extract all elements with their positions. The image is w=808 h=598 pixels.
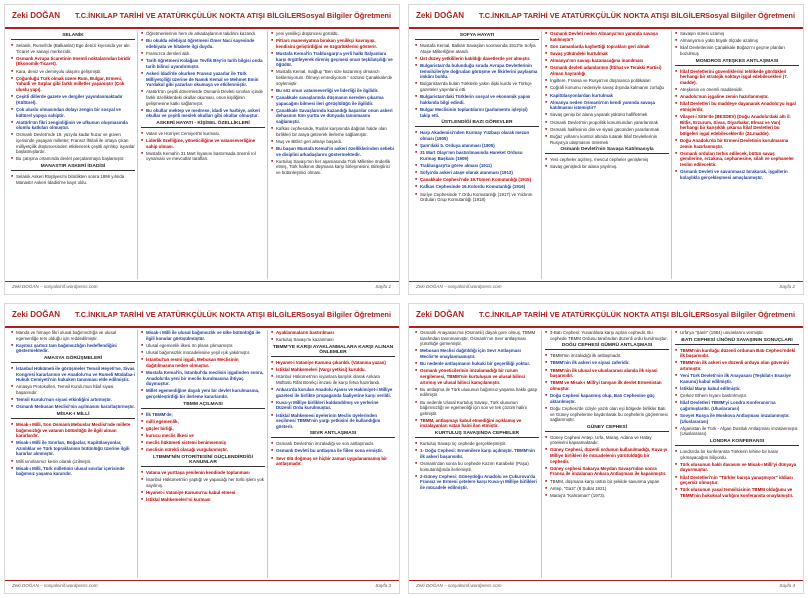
bullet-item: ■ Anadolu'nun işgaline zemin hazırlanmıştır. <box>675 94 799 100</box>
section-heading: MANASTIR ASKERİ İDADİSİ <box>11 164 135 171</box>
section-heading: MONDROS ATEŞKES ANTLAŞMASI <box>675 59 799 66</box>
footer-site: Zeki DOĞAN – sosyalsinif.wordpress.com <box>416 583 502 588</box>
bullet-item: ■ Bulgaristan'daki Türklerin sosyal ve ekonomik yapısı hakkında bilgi edindi. <box>415 94 539 105</box>
bullet-item: ■ Pitrarc maneviyatına bırakan yenilikçi kavrayışı, kendisini geliştirdiğini ve özgürlüklerini gösterir. <box>271 38 395 49</box>
bullet-item: ■ TBMM'nin ilk askeri ve siyasi zaferidir. <box>545 360 669 366</box>
document-page-2 <box>408 4 804 295</box>
text-column <box>11 330 135 580</box>
text-column <box>415 330 539 580</box>
document-page-1 <box>4 4 400 295</box>
column-divider <box>137 330 138 578</box>
section-heading: LONDRA KONFERANSI <box>675 439 799 446</box>
text-column <box>141 330 265 580</box>
bullet-item: ■ Şam'daki 5. Orduya atanması (1905) <box>415 143 539 149</box>
bullet-item: ■ Çerkez Ethem İsyanı bastırılmıştır. <box>675 393 799 399</box>
section-heading: ASKERİ HAYATI - KİŞİSEL ÖZELLİKLERİ <box>141 121 265 128</box>
bullet-item: ■ Osmanlı devleti adamlarının (İttihat ve Terakki Partisi) Alman hayranlığı <box>545 65 669 76</box>
column-divider <box>671 31 672 279</box>
page-footer <box>409 580 803 593</box>
document-title: T.C.İNKILAP TARİHİ VE ATATÜRKÇÜLÜK NOKTA ATIŞI BİLGİLER <box>75 310 302 319</box>
bullet-item: ■ TBMM'nin imzaladığı ilk antlaşmadır. <box>545 353 669 359</box>
page-number: Sayfa 4 <box>779 583 795 588</box>
document-page-4 <box>408 303 804 594</box>
bullet-item: ■ İtilaf Devletlerinin Çanakkale Boğazı'nı geçme planları bozulmuş <box>675 45 799 56</box>
bullet-item: ■ Osmanlı Anayasası'na (Osmanlı) dayalı gore olmuş, TBMM tarafından tanınmamıştır. Osmanlı'nın Sevr antlaşması yürürlüğe girmemiştir. <box>415 330 539 347</box>
document-page-3 <box>4 303 400 594</box>
author-name: Zeki DOĞAN <box>416 11 465 20</box>
bullet-item: ■ Bulgaristan'da bulunduğu sırada Avrupa Devletlerinin temsilcileriyle doğrudan görüşme ve fikirlerini paylaşma imkânı buldu. <box>415 63 539 80</box>
bullet-item: ■ Urfa'ya "Şanlı" (1984) unvanlarını vermiştir. <box>675 330 799 336</box>
bullet-item: ■ Bu nedenle antlaşmanın hukuki bir geçerliliği yoktur. <box>415 361 539 367</box>
bullet-item: ■ Sovyet Rusya ile Moskova Antlaşması imzalanmıştır. (Uluslararası) <box>675 413 799 424</box>
bullet-item: ■ İstanbul'un resmi işgali, Mebusan Meclisinin dağıtılmasına neden olmuştur. <box>141 357 265 368</box>
section-heading: SELANİK <box>11 33 135 40</box>
bullet-item: ■ 2-Güney Cephesi: Güneydoğu Anadolu ve Çukurova'da Fransız ve Ermeni çetelere karşı Kuva-yı Milliye birlikleri ile mücadele edilmiştir. <box>415 474 539 491</box>
page-footer <box>5 580 399 593</box>
bullet-item: ■ Güney cephesi Sakarya Meydan Savaşı'ndan sonra Fransa ile imzalanan Ankara Antlaşması ile kapanmıştır. <box>545 466 669 477</box>
bullet-item: ■ Bu okulda edebiyat öğretmeni Ömer Naci sayesinde edebiyata ve hitabete ilgi duydu. <box>141 38 265 49</box>
section-heading: DOĞU CEPHESİ GÜMRÜ ANTLAŞMASI <box>545 343 669 350</box>
bullet-item: ■ Osmanlı Mebusan Meclisi'nin açılmasını kararlaştırmıştır. <box>11 404 135 410</box>
bullet-item: ■ Kapitülasyonlardan kurtulmak <box>545 93 669 99</box>
bullet-item: ■ Ayaklanmaların bastırılması <box>271 330 395 336</box>
page-number: Sayfa 1 <box>375 284 391 289</box>
bullet-item: ■ Üst düzey yetkililerin katıldığı davetlerde yer almıştır. <box>415 56 539 62</box>
text-column <box>675 330 799 580</box>
bullet-item: ■ İstanbul Hükümeti'nin yaptığı ve yapacağı her türlü işlem yok sayılmış. <box>141 477 265 488</box>
page-header <box>5 304 399 328</box>
bullet-item: ■ Kurtuluş Savaşı üç cephede gerçekleşmiştir. <box>415 441 539 447</box>
document-title: T.C.İNKILAP TARİHİ VE ATATÜRKÇÜLÜK NOKTA ATIŞI BİLGİLER <box>479 310 706 319</box>
bullet-item: ■ Bu söz onun vatanseverliği ve liderliği ile ilgilidir. <box>271 88 395 94</box>
subject-label: Sosyal Bilgiler Öğretmeni <box>301 11 391 20</box>
bullet-item: ■ Savaş yükündeki kurtulmak <box>545 51 669 57</box>
page-header <box>409 304 803 328</box>
bullet-item: ■ Hıyanet-i Vataniye Kanunu'nu kabul etmesi <box>141 490 265 496</box>
bullet-item: ■ Osmanlı Devleti bu antlaşma ile fiilen sona ermiştir. <box>271 448 395 454</box>
bullet-item: ■ Son zamanlarda kaybettiği toprakları geri almak <box>545 44 669 50</box>
bullet-item: ■ İstanbul Hükümeti ile görüşmeler Temsil Heyeti'ne, Sivas Kongresi kararlarının ve Anadolu'nu ve Rumeli Müdafaa-i Hukuk Cemiyeti'nin hukuken tanınması elde edilmiştir. <box>11 366 135 383</box>
bullet-item: ■ Kurtuluş Savaşı'nın her aşamasında Türk Milletine önderlik etmiş, Türk halkının düşmana karşı birleşmesini, Birleştirici ve bütünleştirici olması. <box>271 159 395 176</box>
text-column <box>545 330 669 580</box>
bullet-item: ■ Misak-ı Milli ile Sınırları, Boğazlar, Kapitülasyonlar, Azınlıklar ve Türk topraklarının bütünlüğü üzerine ilgili kararlar alınmıştır. <box>11 440 135 457</box>
bullet-item: ■ Atatürk'ün çeşitli dönemlerde Osmanlı Devleti sınırları içinde farklı özelliklerdeki okullar okuması, onun kişiliğinin gelişmesine katkı sağlamıştır. <box>141 89 265 106</box>
author-name: Zeki DOĞAN <box>416 310 465 319</box>
bullet-item: ■ güçler birliği, <box>141 426 265 432</box>
column-divider <box>541 330 542 578</box>
bullet-item: ■ Çanakkale Cephesi'nde 19.Tümen Komutanlığı (1915) <box>415 177 539 183</box>
bullet-item: ■ İstanbul Hükümeti'nin isyanlara karşılık olarak Ankara Müftüsü Rifat Börekçi imzası ile karşı fetva hazırlandı. <box>271 374 395 385</box>
bullet-item: ■ Bu antlaşma ile Türk ulusunun bağımsız yaşama hakkı gasp edilmiştir. <box>415 387 539 398</box>
bullet-item: ■ Osmanlı Devleti'nin jeopolitik konumundan yararlanmak <box>545 120 669 126</box>
section-heading: SOFYA HAYATI <box>415 33 539 40</box>
bullet-item: ■ Antep, "Gazi" (8 Şubat 1921) <box>545 486 669 492</box>
text-column <box>271 330 395 580</box>
bullet-item: ■ İngiltere, Fransa ve Rusya'nın düşmanca politikaları <box>545 78 669 84</box>
bullet-item: ■ Mustafa Kemal'in 31 Mart İsyanını bastırmada önemli rol oynaması ve mevcutlar tarafları. <box>141 151 265 162</box>
bullet-item: ■ Çoğunluğu Türk olmak üzere Rum, Bulgar, Ermeni, Yahudi ve Sırplar gibi farklı milletler yaşamıştır (Çok uluslu yapı). <box>11 76 135 93</box>
section-heading: Osmanlı Devleti'nin Savaşa Katılmasıyla <box>545 147 669 154</box>
bullet-item: ■ Ankara'da kurulan Anadolu Ajansı ve Hakimiyet-i Milliye gazetesi ile birlikte propaganda faaliyetine karşı verildi. <box>271 387 395 398</box>
column-divider <box>541 31 542 279</box>
section-heading: TBMM AÇILMASI <box>141 402 265 409</box>
bullet-item: ■ Kuva-yı Milliye birlikleri kuldandılmış ve yerlerine Düzenli Ordu kurulmuştur. <box>271 400 395 411</box>
bullet-item: ■ Atatürk'ün fikri zenginliğinin ve ufkunun oluşmasında olumlu katkıları olmuştur. <box>11 120 135 131</box>
column-divider <box>671 330 672 578</box>
section-heading: TBMM'YE KARŞI AYAKLANMALARA KARŞI ALINAN ÖNLEMLER <box>272 344 394 355</box>
bullet-item: ■ yeni yenilikçi düşüncesi görüldü. <box>271 31 395 37</box>
bullet-item: ■ Bu nedenle Ulusal Kurtuluş Savaşı, Türk ulusunun bağımsızlığı ve egemenliği için son ve tek çözüm halini gelmiştir. <box>415 400 539 417</box>
page-header <box>5 5 399 29</box>
bullet-item: ■ Suriye Cephesinde 7.Ordu Komutanlığı (1917) ve Yıldırım Orduları Grup Komutanlığı (1918) <box>415 192 539 203</box>
bullet-item: ■ Misak-ı Milli, Türk milletinin ulusal sınırlar içerisinde bağımsız yaşama kararıdır. <box>11 466 135 477</box>
bullet-item: ■ milli egemenlik, <box>141 419 265 425</box>
bullet-item: ■ Hıyanet-i Vataniye Kanunu çıkarıldı. (Vatanına yazan) <box>271 360 395 366</box>
footer-site: Zeki DOĞAN – sosyalsinif.wordpress.com <box>12 284 98 289</box>
bullet-item: ■ Bu başarı Mustafa Kemal'in askeri özelliklerinden sebebi ve disiplini arkadaşlarını göstermektedir. <box>271 146 395 157</box>
bullet-item: ■ Ateşkesin en önemli maddesidir. <box>675 87 799 93</box>
bullet-item: ■ Fransızca dersleri aldı. <box>141 51 265 57</box>
bullet-item: ■ TBMM ve Misak-ı Milli'yi tanıyan ilk devlet Ermenistan olmuştur. <box>545 380 669 391</box>
bullet-item: ■ Doğu Anadolu'da bir Ermeni Devletinin kurulmasına zemin hazırlanmıştır. <box>675 138 799 149</box>
section-heading: ÜSTLENDİĞİ BAZI GÖREVLER <box>415 120 539 127</box>
section-heading: AMASYA GÖRÜŞMELERİ <box>11 356 135 363</box>
bullet-item: ■ Kayıtsız şartsız tam bağımsızlığın hedeflendiğini göstermektedir. <box>11 343 135 354</box>
bullet-item: ■ TBMM'nin ilk ulusal ve uluslararası alanda ilk siyasi başarısıdır. <box>545 368 669 379</box>
bullet-item: ■ Almanya'nın savaşı kazanacağına inanılması <box>545 58 669 64</box>
author-name: Zeki DOĞAN <box>12 310 61 319</box>
bullet-item: ■ kurucu meclis ilkesi ve <box>141 433 265 439</box>
bullet-item: ■ Mustafa Kemal'in, İstanbul'da meclisin işgalinden sonra, Anadolu'da yeni bir meclis kurulmasına ihtiyaç duymuştur. <box>141 370 265 387</box>
bullet-item: ■ Osmanlı Devleti'nin imzaladığı ve son antlaşmadır. <box>271 441 395 447</box>
bullet-item: ■ Selanik Askeri Rüştiyesi'ni bitirdikten sonra 1896 yılında Manastır Askeri İdadisi'ne kayıt oldu. <box>11 174 135 185</box>
bullet-item: ■ Bulgaristan'da bulan Türklerle yakın ilişki kurdu ve Türkçe gazeteler yayınlanı̇ı̇ etti. <box>415 81 539 92</box>
bullet-item: ■ Millet egemenliğine dayalı yeni bir devlet kurulmasına, gerçekleştirdiği bir ilerleme kararlarıdır. <box>141 388 265 399</box>
bullet-item: ■ meclis hükümeti sistemi benimsenmiş <box>141 440 265 446</box>
page-header <box>409 5 803 29</box>
bullet-item: ■ Mustafa Kemal'in Trablusgarp'a yerli halkı İtalyanlara karşı örgütleyerek direniş geçmesi onun teşkilatçılığı ve öğüdür. <box>271 51 395 68</box>
bullet-item: ■ Bulgar Meclisinin toplantılarını (parlamento işleyişi) takip etti. <box>415 107 539 118</box>
bullet-item: ■ Doğu Cephesi'de ciziyle yazılı olan eşi bölgede birlikler Batı ve Güney cephelerine kaydırılarak bu cephelerin güçlenmesi sağlanmıştır. <box>545 406 669 423</box>
text-column <box>271 31 395 281</box>
bullet-item: ■ Sofya'da askeri ataşe olarak atanması (1913) <box>415 170 539 176</box>
page-footer <box>5 281 399 294</box>
bullet-item: ■ TBMM, antlaşmayı kabul etmediğini açıklamış ve imzalayanları vatan haini ilan etmiştir. <box>415 418 539 429</box>
bullet-item: ■ Selanik, Rumeli'de (Balkanlar) Ege denizi kıyısında yer alır. Ticaret ve sanayi merkezidir. <box>11 43 135 54</box>
bullet-item: ■ Ulusal egemenlik ilkesi ön plana çıkmamıştır. <box>141 343 265 349</box>
section-heading: GÜNEY CEPHESİ <box>545 425 669 432</box>
column-divider <box>267 31 268 279</box>
bullet-item: ■ Vatana ve yurttaşa yenilenin kendinde toplanması <box>141 470 265 476</box>
page-number: Sayfa 2 <box>779 284 795 289</box>
bullet-item: ■ Milli sınırlarımız kesin olarak çizilmiştir. <box>11 459 135 465</box>
bullet-item: ■ Vilayet-i Sitte'de (BESDEV) (Doğu Anadolu'daki altı il: Bitlis, Erzurum, Sivas, Diyarbakır, Elmaz ve Van) herhangi bir karışıklık çıkarsa İtilaf Devletleri bu bölgeleri işgal edebileceklerdir (24.madde). <box>675 114 799 136</box>
text-column <box>141 31 265 281</box>
bullet-item: ■ Kurtuluş Savaşı'nı kazanması <box>271 337 395 343</box>
bullet-item: ■ 3-Batı Cephesi: Yunanlılara karşı açılan cephedir. Bu cephede TBMM Ordusu tarafından düzenli ordu kurulmuştur. <box>545 330 669 341</box>
bullet-item: ■ Sevr ölü doğmuş ve hiçbir zaman uygulanamamış bir antlaşmadır. <box>271 456 395 467</box>
bullet-item: ■ Ulusal bağımsızlık mücadelesine yeşil ışık yakılmıştır. <box>141 350 265 356</box>
bullet-item: ■ Misak-ı Milli ile ulusal bağımsızlık ve ülke bütünlüğü ile ilgili konular görüşülmüştür. <box>141 330 265 341</box>
bullet-item: ■ Kara, deniz ve demiryolu ulaşımı gelişmiştir. <box>11 69 135 75</box>
bullet-item: ■ Öğretmenlerinin hem de arkadaşlarının takdirini kazandı. <box>141 31 265 37</box>
page-footer <box>409 281 803 294</box>
bullet-item: ■ İstiklal Marşı kabul edilmiştir. <box>675 386 799 392</box>
bullet-item: ■ Doğu Cephesi kapanmış olup, Batı Cephesine güç aktarılmıştır. <box>545 393 669 404</box>
bullet-item: ■ Liderlik özelliğine, yöneticiliğine ve vatanseverliğine sahip olması. <box>141 138 265 149</box>
bullet-item: ■ TBMM'nin ilk askeri ve düzenli orduyu olan güvenini artırmıştır. <box>675 360 799 371</box>
bullet-item: ■ Misak-ı Milli, Son Osmanlı Mebuslar Meclisi'nde millete bağımsızlığı ve vatanın bütünlüğü ile ilgili alınan kararlardır. <box>11 422 135 439</box>
bullet-item: ■ İstiklal Mahkemesi üyelerinin Meclis üyelerinden seçilmesi TBMM'nin yargı yetkisini de kullandığını gösterir. <box>271 413 395 430</box>
bullet-item: ■ Çeşitli dillerde gazete ve dergiler yayımlanmaktadır (Kültürel). <box>11 94 135 105</box>
bullet-item: ■ Temsil Kurulu'nun siyasi etkinliğini artırmıştır. <box>11 397 135 403</box>
section-heading: BATI CEPHESİ I.İNÖNÜ SAVAŞININ SONUÇLARI <box>675 338 799 345</box>
section-heading: KURTULUŞ SAVAŞINDA CEPHELER <box>415 431 539 438</box>
bullet-item: ■ Trablusgarp'ta görev alması (1911) <box>415 163 539 169</box>
bullet-item: ■ Amasya Protokolleri, Temsil Kurulu'nun İtilaf siyasi başarısıdır. <box>11 384 135 395</box>
bullet-item: ■ Bu çatışma ortamında devlet parçalanmaya başlamıştır. <box>11 156 135 162</box>
bullet-item: ■ Osmanlı Devleti'nde 19. yüzyıla kadar huzur ve güven içerisinde yaşayan milletler, Fransız İhtilali ile ortaya çıkan milliyetçilik düşüncesinden etkilenerek çeşitli ayrılıkçı isyanlar başlatmışlardır. <box>11 132 135 154</box>
bullet-item: ■ Türk ulusunun haklı davasını ve Misak-ı Milli'yi dünyaya duyurmuştur. <box>675 462 799 473</box>
bullet-item: ■ Tarih öğretmeni Kolağası Tevfik Bey'in tarih bilgisi onda tarih bilinci uyandırmıştır. <box>141 58 265 69</box>
text-column <box>545 31 669 281</box>
bullet-item: ■ İlk TBMM'de; <box>141 412 265 418</box>
bullet-item: ■ Vatan ve Hürriyet Cemiyeti'ni kurması. <box>141 131 265 137</box>
bullet-item: ■ Savaş genişledi bir alana yayılmış. <box>545 164 669 170</box>
page-number: Sayfa 3 <box>375 583 391 588</box>
bullet-item: ■ TBMM, düşmana karşı üstün bir şekilde savunma yapan <box>545 479 669 485</box>
document-title: T.C.İNKILAP TARİHİ VE ATATÜRKÇÜLÜK NOKTA ATIŞI BİLGİLER <box>75 11 302 20</box>
bullet-item: ■ Yeni cepheler açılmış, mevcut cepheler genişlemiş <box>545 157 669 163</box>
bullet-item: ■ İtilaf Devletleri'nin "Türkler barışa yanaşmıyor" iddiası geçersiz olmuştur. <box>675 475 799 486</box>
bullet-item: ■ Mustafa Kemal, Balkan Savaşları sonrasında 1913'te Sofya Ataşe Militerliğine atandı. <box>415 43 539 54</box>
bullet-item: ■ Osmanlı halifesinin dini ve siyasi gücünden yararlanmak <box>545 127 669 133</box>
footer-site: Zeki DOĞAN – sosyalsinif.wordpress.com <box>12 583 98 588</box>
subject-label: Sosyal Bilgiler Öğretmeni <box>705 11 795 20</box>
subject-label: Sosyal Bilgiler Öğretmeni <box>705 310 795 319</box>
author-name: Zeki DOĞAN <box>12 11 61 20</box>
bullet-item: ■ Coğrafi konumu nedeniyle savaş dışında kalmanın zorluğu <box>545 85 669 91</box>
bullet-item: ■ 1- Doğu Cephesi: Ermenilere karşı açılmıştır. TBMM'nin ilk askeri başarısıdır. <box>415 448 539 459</box>
bullet-item: ■ İtilaf Devletlerini güvenliklerini tehlikede gördükleri herhangi bir stratejik noktayı işgal edebilecekleri (7. madde). <box>675 69 799 86</box>
document-title: T.C.İNKILAP TARİHİ VE ATATÜRKÇÜLÜK NOKTA ATIŞI BİLGİLER <box>479 11 706 20</box>
section-heading: SEVR ANTLAŞMASI <box>271 431 395 438</box>
section-heading: MİSAK-I MİLLİ <box>11 412 135 419</box>
bullet-item: ■ 31 Mart Olayı'nın bastırılmasında Hareket Ordusu Kurmay Başkanı (1909) <box>415 150 539 161</box>
bullet-item: ■ Askeri İdadi'de okurken Fransız yazarlar ile Türk Milliyetçiliği üzerine de Namık Kemal ve Mehmet Emin Yurdakul gibi yazarları okumaya ve etkilenmiştir. <box>141 71 265 88</box>
bullet-item: ■ Muş ve Bitlis'i geri almayı başardı. <box>271 139 395 145</box>
column-divider <box>137 31 138 279</box>
bullet-item: ■ Mebusan Meclisi dağıtıldığı için Sevr Antlaşması Meclis'te onaylanmamıştır. <box>415 348 539 359</box>
bullet-item: ■ Güney Cephesi Antep, Urfa, Maraş, Adana ve Hatay yörelerini kapsamaktadır. <box>545 435 669 446</box>
bullet-item: ■ İstiklal Mahkemeleri (Vargı yetkisi) kuruldu. <box>271 367 395 373</box>
bullet-item: ■ İstiklal Mahkemeleri'ni kurması <box>141 497 265 503</box>
subject-label: Sosyal Bilgiler Öğretmeni <box>301 310 391 319</box>
text-column <box>675 31 799 281</box>
bullet-item: ■ Çanakkale Savaşlarında kazandığı başarılar onun askeri dehasının tüm yurtta ve dünyada tanınmasını sağlamıştır. <box>271 108 395 125</box>
bullet-item: ■ Osmanlı Avrupa ticaretinin önemli noktalarından biridir (Ekonomik-Ticaret). <box>11 56 135 67</box>
text-column <box>415 31 539 281</box>
bullet-item: ■ İtilaf Devletleri bu maddeye dayanarak Anadolu'yu işgal etmişlerdir. <box>675 101 799 112</box>
bullet-item: ■ Osmanlı'dan sonra bu cephede Kazım Karabekir (Paşa) komutanlığında ilerlemiştir. <box>415 461 539 472</box>
bullet-item: ■ Harp Akademisi'nden Kurmay Yüzbaşı olarak mezun olması (1905) <box>415 130 539 141</box>
bullet-item: ■ Londra'da bir konferansta Türklerin lehine bir karar çıkmayacağını biliyordu. <box>675 449 799 460</box>
bullet-item: ■ Savaş genişi bir alana yayarak yükünü hafifletmek <box>545 112 669 118</box>
bullet-item: ■ Almanya'nın yükü büyük ölçüde azalmış <box>675 38 799 44</box>
bullet-item: ■ Osmanlı orduları terhis edilecek, bütün savaş gemilerine, erzakına, cephanesine, silah ve cephaneler teslim edilecektir. <box>675 151 799 168</box>
bullet-item: ■ Yeni Türk Devleti'nin ilk Anayasası (Teşkilat-ı Esasiye Kanunu) kabul edilmiştir. <box>675 373 799 384</box>
text-column <box>11 31 135 281</box>
bullet-item: ■ Çanakkale savaşlarında düşmanın nereden çıkarma yapacağını bilmesi ileri görüşlülüğü ile ilgilidir. <box>271 95 395 106</box>
bullet-item: ■ Kafkas cephesinde, Ruslar karşısında dağılan halde olan birlikleri bir araya getirerek ilerleme sağlamıştır. <box>271 126 395 137</box>
bullet-item: ■ İtilaf Devletleri TBMM'yi Londra Konferansı'na çağırmışlardır. (Uluslararası) <box>675 400 799 411</box>
bullet-item: ■ Mustafa Kemal, mağlup "Ben size kazanmış olmanızı beklemiyorum. Ölmeyi emrediyorum." sözünü Çanakkale'de söylemiştir. <box>271 69 395 86</box>
bullet-item: ■ Osmanlı Devleti ve savunmasız bırakarak, işgallerin kolaylıkla gerçekleşmesi amaçlanmıştır. <box>675 169 799 180</box>
bullet-item: ■ Afganistan ile Türk - Afgan Dostluk Antlaşması imzalanmıştır. (Uluslararası) <box>675 426 799 437</box>
bullet-item: ■ Maraş'a "Kahraman" (1973). <box>545 493 669 499</box>
bullet-item: ■ Kafkas Cephesinde 16.Kolordu Komutanlığı (1916) <box>415 184 539 190</box>
footer-site: Zeki DOĞAN – sosyalsinif.wordpress.com <box>416 284 502 289</box>
bullet-item: ■ Osmanlı yöneticilerinin imzalamadığı bir rurum sergilemesi, TBMM'nin kurtuluşun ve ulusal bilinci artırmış ve ulusal bilinci kamçılamıştır. <box>415 368 539 385</box>
bullet-item: ■ TBMM'nin kurduğu düzenli ordunun Batı Cephesi'ndeki ilk başarısıdır. <box>675 348 799 359</box>
bullet-item: ■ Almanya neden Osmanlı'nın kendi yanında savaşa katılmasını istemiştir? <box>545 100 669 111</box>
bullet-item: ■ Çok uluslu olmasından dolayı zengin bir sosyal ve kültürel yapıya sahiptir. <box>11 107 135 118</box>
bullet-item: ■ Boğaz yollarını kontrol altında tutarak İtilaf Devletlerinin Rusya'ya ulaşmasını önlemek <box>545 134 669 145</box>
bullet-item: ■ meclisin sürekli olacağı vurgulanmıştır. <box>141 447 265 453</box>
bullet-item: ■ Osmanlı Devleti neden Almanya'nın yanında savaşa katılmıştır? <box>545 31 669 42</box>
bullet-item: ■ Türk ulusunun yasal temsilcisinin TBMM olduğunu ve TBMM'nin hukuksal varlığını konferansta onaylamıştır. <box>675 487 799 498</box>
section-heading: I.TBMM'NİN OTORİTESİNİ GÜÇLENDİRDİĞİ KANUNLAR <box>141 455 265 467</box>
bullet-item: ■ Bu okullar mektep ve medrese, idadi ve harbiye, askeri okullar ve çeşitli meslek okulları gibi okullar olmuştur. <box>141 108 265 119</box>
bullet-item: ■ Manda ve himaye fikri ulusal bağımsızlığa ve ulusal egemenliğe ters olduğu için reddedilmiştir. <box>11 330 135 341</box>
bullet-item: ■ Savaşın süresi uzamış <box>675 31 799 37</box>
bullet-item: ■ Güney Cephesi, düzenli ordunun kullanılmadığı, Kuva-yı Milliye birlikleri ile mücadelenin yürütüldüğü bir cephedir. <box>545 447 669 464</box>
column-divider <box>267 330 268 578</box>
